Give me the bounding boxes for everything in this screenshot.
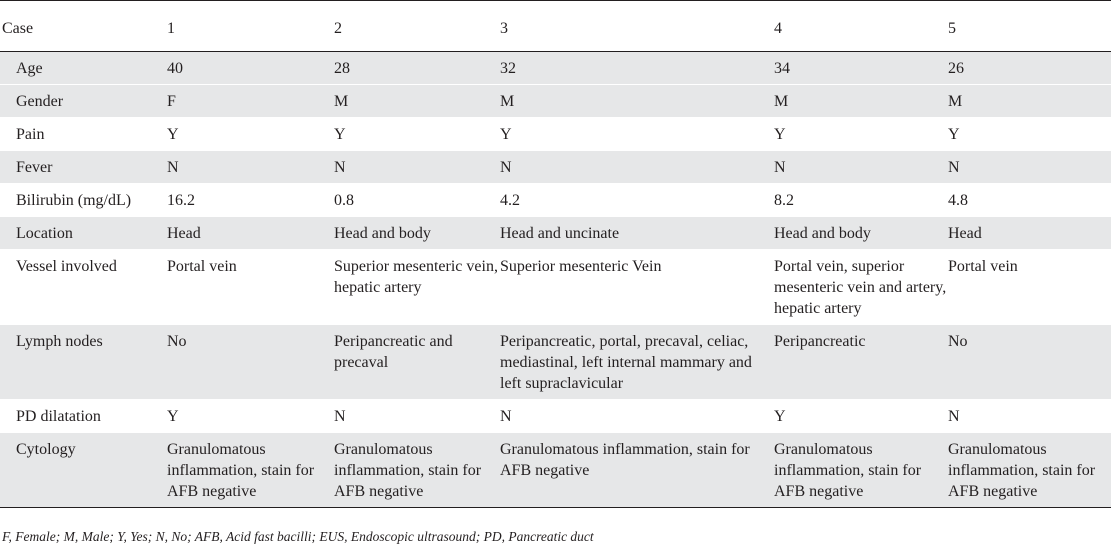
row-label: Vessel involved [0, 250, 167, 325]
table-header [0, 1, 1111, 52]
table-cell: Head [167, 217, 334, 250]
table-cell: Head and body [774, 217, 948, 250]
table-row-lymph-nodes [0, 325, 1111, 400]
table-row-gender [0, 85, 1111, 118]
table-cell: Head [948, 217, 1111, 250]
table-cell: 34 [774, 52, 948, 85]
header-cell-5: 5 [948, 1, 1111, 52]
table-row-cytology [0, 433, 1111, 508]
table-cell: Y [167, 118, 334, 151]
table-cell: Peripancreatic [774, 325, 948, 400]
table-cell: No [167, 325, 334, 400]
row-label: PD dilatation [0, 400, 167, 433]
table-cell: Granulomatous inflammation, stain for AFB negative [167, 433, 334, 508]
table-cell: Granulomatous inflammation, stain for AFB negative [774, 433, 948, 508]
table-cell: Y [500, 118, 774, 151]
header-cell-3: 3 [500, 1, 774, 52]
table-cell: Granulomatous inflammation, stain for AFB negative [500, 433, 774, 508]
table-body [0, 52, 1111, 508]
table-cell: 26 [948, 52, 1111, 85]
row-label: Fever [0, 151, 167, 184]
row-label: Bilirubin (mg/dL) [0, 184, 167, 217]
table-cell: M [774, 85, 948, 118]
table-row-pd-dilatation [0, 400, 1111, 433]
table-cell: N [500, 400, 774, 433]
table-cell: Superior mesenteric vein, hepatic artery [334, 250, 500, 325]
header-cell-2: 2 [334, 1, 500, 52]
table-cell: M [334, 85, 500, 118]
table-cell: Portal vein [167, 250, 334, 325]
table-cell: Y [948, 118, 1111, 151]
table-cell: No [948, 325, 1111, 400]
table-cell: Granulomatous inflammation, stain for AFB negative [948, 433, 1111, 508]
header-cell-1: 1 [167, 1, 334, 52]
table-cell: N [774, 151, 948, 184]
table-cell: N [500, 151, 774, 184]
row-label: Age [0, 52, 167, 85]
table-row-location [0, 217, 1111, 250]
table-cell: N [948, 151, 1111, 184]
table-cell: 28 [334, 52, 500, 85]
table-cell: Y [167, 400, 334, 433]
header-cell-4: 4 [774, 1, 948, 52]
table-cell: F [167, 85, 334, 118]
table-cell: M [948, 85, 1111, 118]
table-row-fever [0, 151, 1111, 184]
table-cell: Superior mesenteric Vein [500, 250, 774, 325]
table-cell: Peripancreatic and precaval [334, 325, 500, 400]
table-cell: 8.2 [774, 184, 948, 217]
table-cell: 4.8 [948, 184, 1111, 217]
row-label: Gender [0, 85, 167, 118]
table-cell: Peripancreatic, portal, precaval, celiac, mediastinal, left internal mammary and left supraclavicular [500, 325, 774, 400]
row-label: Cytology [0, 433, 167, 508]
row-label: Location [0, 217, 167, 250]
row-label: Lymph nodes [0, 325, 167, 400]
table-cell: 4.2 [500, 184, 774, 217]
table-row-age [0, 52, 1111, 85]
table-row-pain [0, 118, 1111, 151]
table-row-bilirubin [0, 184, 1111, 217]
table-cell: N [948, 400, 1111, 433]
header-cell-case: Case [0, 1, 167, 52]
table-footnote: F, Female; M, Male; Y, Yes; N, No; AFB, Acid fast bacilli; EUS, Endoscopic ultrasound; PD, Pancreatic duct [2, 529, 594, 544]
table-cell: Portal vein, superior mesenteric vein and artery, hepatic artery [774, 250, 948, 325]
table-cell: N [167, 151, 334, 184]
table-cell: Y [334, 118, 500, 151]
table-cell: 0.8 [334, 184, 500, 217]
table-cell: Y [774, 400, 948, 433]
header-row [0, 1, 1111, 52]
table-cell: Portal vein [948, 250, 1111, 325]
table-row-vessel-involved [0, 250, 1111, 325]
table-cell: Y [774, 118, 948, 151]
table-cell: N [334, 400, 500, 433]
table-cell: Head and uncinate [500, 217, 774, 250]
table-cell: 40 [167, 52, 334, 85]
table-cell: 16.2 [167, 184, 334, 217]
table-cell: M [500, 85, 774, 118]
table-cell: N [334, 151, 500, 184]
row-label: Pain [0, 118, 167, 151]
table-cell: Head and body [334, 217, 500, 250]
table-cell: Granulomatous inflammation, stain for AFB negative [334, 433, 500, 508]
table-cell: 32 [500, 52, 774, 85]
